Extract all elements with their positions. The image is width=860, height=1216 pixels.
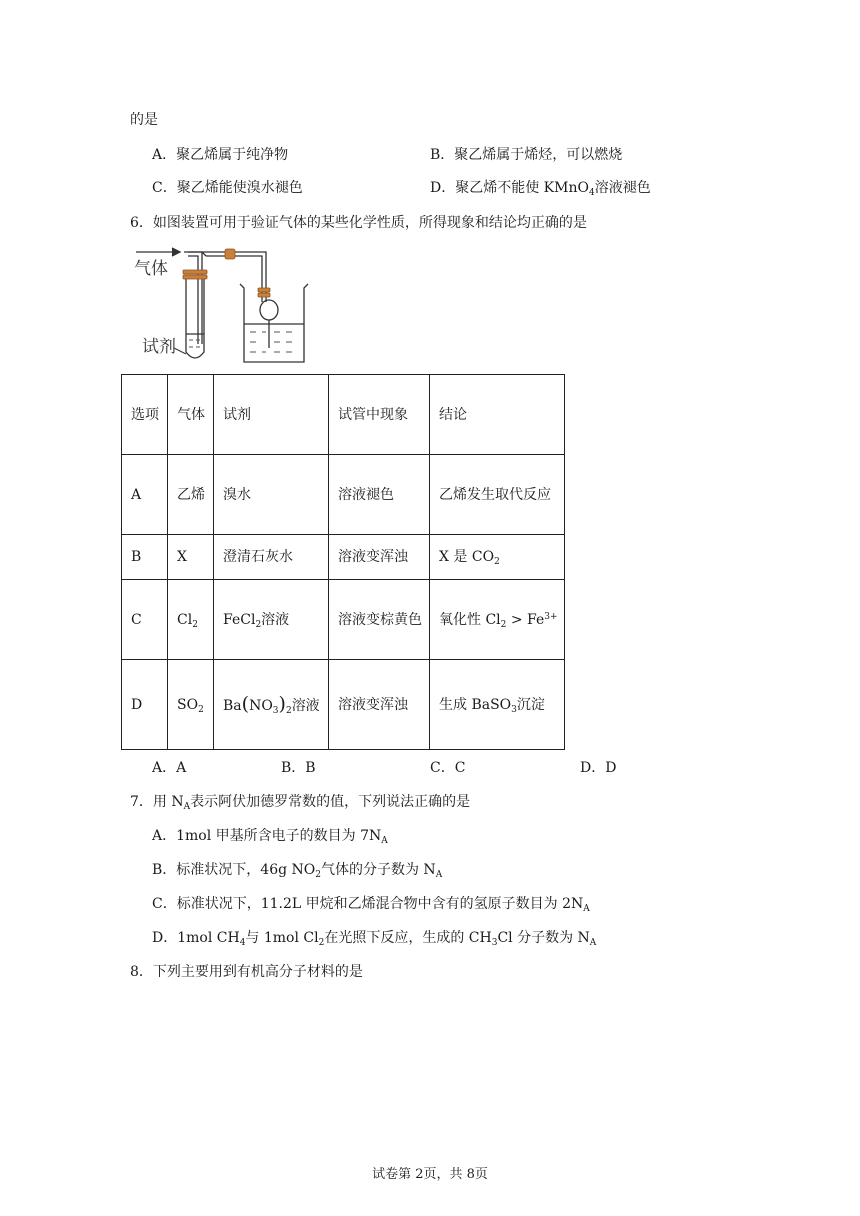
header-gas: 气体 [168, 375, 214, 455]
cell-conclusion: 氧化性 $Cl_2 > Fe^{3+}$ [430, 580, 565, 660]
table-row [122, 535, 565, 580]
q5-option-c: C．聚乙烯能使溴水褪色 [152, 180, 303, 196]
cell-phenomenon: 溶液变浑浊 [329, 660, 430, 750]
q6-answer-c: C．C [430, 760, 466, 776]
q7-option-a: A．1mol 甲基所含电子的数目为 $7N_A$ [152, 828, 388, 846]
cell-conclusion: 生成 BaSO$_3$沉淀 [430, 660, 565, 750]
q5-stem-end: 的是 [130, 112, 158, 128]
page-footer: 试卷第 2页，共 8页 [372, 1167, 488, 1182]
table-row [122, 660, 565, 750]
cell-gas: X [168, 535, 214, 580]
figure-gas-label: 气体 [134, 259, 168, 278]
cell-gas: $SO_2$ [168, 660, 214, 750]
q5-option-a: A．聚乙烯属于纯净物 [152, 147, 289, 163]
cell-gas: $Cl_2$ [168, 580, 214, 660]
q6-answer-d: D．D [580, 760, 617, 776]
q5-option-b: B．聚乙烯属于烯烃，可以燃烧 [430, 147, 623, 163]
figure-reagent-label: 试剂 [142, 337, 176, 356]
q7-option-c: C．标准状况下，11.2L 甲烷和乙烯混合物中含有的氢原子数目为 $2N_A$ [152, 896, 590, 914]
cell-reagent: FeCl$_2$溶液 [214, 580, 329, 660]
cell-phenomenon: 溶液变浑浊 [329, 535, 430, 580]
cell-phenomenon: 溶液褪色 [329, 455, 430, 535]
cell-option: C [122, 580, 168, 660]
cell-reagent: 澄清石灰水 [214, 535, 329, 580]
cell-reagent: 溴水 [214, 455, 329, 535]
cell-option: D [122, 660, 168, 750]
table-header-row [122, 375, 565, 455]
header-conclusion: 结论 [430, 375, 565, 455]
q7-stem: 7．用 $N_A$表示阿伏加德罗常数的值，下列说法正确的是 [130, 794, 471, 812]
q5-option-d: D．聚乙烯不能使 KMnO$_4$溶液褪色 [430, 180, 651, 198]
header-phenomenon: 试管中现象 [329, 375, 430, 455]
header-reagent: 试剂 [214, 375, 329, 455]
cell-conclusion: 乙烯发生取代反应 [430, 455, 565, 535]
cell-option: B [122, 535, 168, 580]
cell-phenomenon: 溶液变棕黄色 [329, 580, 430, 660]
q6-answer-b: B．B [281, 760, 316, 776]
cell-gas: 乙烯 [168, 455, 214, 535]
q7-option-b: B．标准状况下，46g $NO_2$气体的分子数为 $N_A$ [152, 862, 443, 880]
cell-reagent: $Ba(NO_3)_2$溶液 [214, 660, 329, 750]
q7-option-d: D．1mol $CH_4$与 1mol $Cl_2$在光照下反应，生成的 $CH_3Cl$ 分子数为 $N_A$ [152, 930, 597, 948]
q6-answer-a: A．A [152, 760, 187, 776]
cell-conclusion: X 是 $CO_2$ [430, 535, 565, 580]
header-option: 选项 [122, 375, 168, 455]
apparatus-figure [128, 244, 328, 366]
q8-stem: 8．下列主要用到有机高分子材料的是 [130, 964, 363, 980]
table-row [122, 580, 565, 660]
q6-stem: 6．如图装置可用于验证气体的某些化学性质，所得现象和结论均正确的是 [130, 215, 587, 231]
q6-table [121, 374, 565, 750]
table-row [122, 455, 565, 535]
cell-option: A [122, 455, 168, 535]
